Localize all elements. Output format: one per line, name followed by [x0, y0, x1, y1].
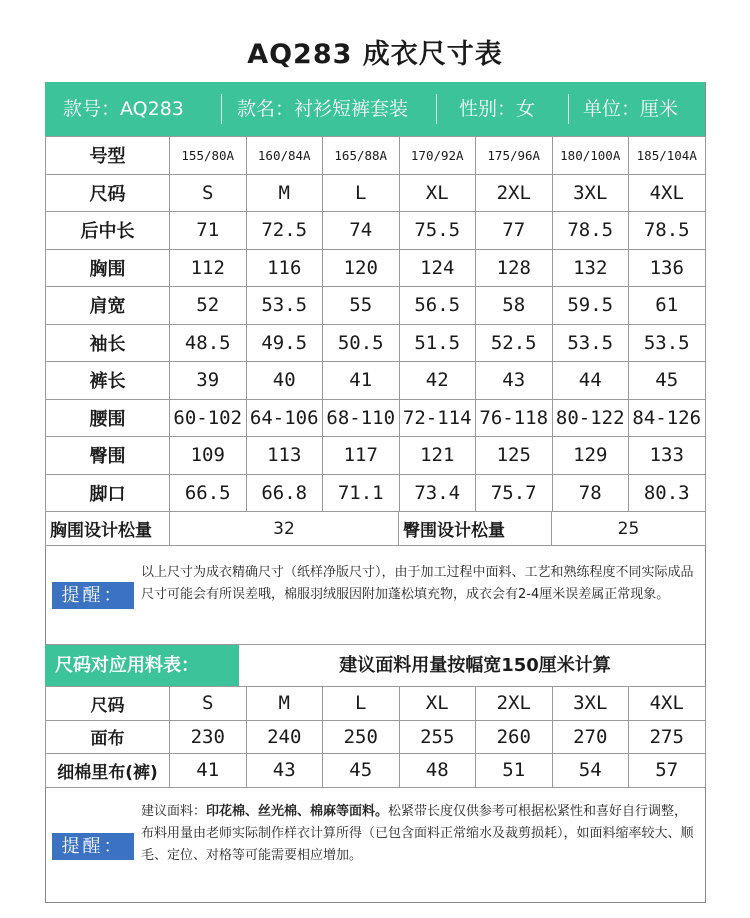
header-divider	[221, 94, 222, 124]
reminder-box-1	[45, 545, 705, 645]
table-cell: L	[323, 687, 400, 721]
reminder-detail: 松紧带长度仅供参考可根据松紧性和喜好自行调整，布料用量由老师实际制作样衣计算所得（已包含面料正常缩水及裁剪损耗），如面料缩率较大、顺毛、定位、对格等可能需要相应增加。	[141, 804, 694, 863]
table-cell: 185/104A	[629, 137, 706, 175]
table-cell: 48	[399, 754, 476, 788]
table-cell: 75.5	[399, 212, 476, 250]
table-cell: 77	[476, 212, 553, 250]
table-cell: 52	[170, 287, 247, 325]
table-cell: 53.5	[552, 324, 629, 362]
fabric-section-note: 建议面料用量按幅宽150厘米计算	[339, 655, 611, 676]
table-cell: 66.8	[246, 474, 323, 512]
table-cell: 51	[476, 754, 553, 788]
table-cell: 78.5	[552, 212, 629, 250]
table-cell: S	[170, 687, 247, 721]
table-cell: 80-122	[552, 399, 629, 437]
table-cell: 51.5	[399, 324, 476, 362]
table-cell: 76-118	[476, 399, 553, 437]
table-cell: 71	[170, 212, 247, 250]
row-header: 号型	[46, 137, 170, 175]
table-cell: 55	[323, 287, 400, 325]
table-cell: 180/100A	[552, 137, 629, 175]
table-cell: 41	[170, 754, 247, 788]
style-name: 款名：衬衫短裤套装	[237, 98, 409, 120]
table-cell: 44	[552, 362, 629, 400]
table-cell: 160/84A	[246, 137, 323, 175]
info-header-bar	[45, 82, 705, 136]
header-divider	[436, 94, 437, 124]
table-row	[46, 174, 706, 212]
table-cell: 129	[552, 437, 629, 475]
table-cell: 124	[399, 249, 476, 287]
table-cell: 42	[399, 362, 476, 400]
table-cell: 3XL	[552, 174, 629, 212]
table-cell: 4XL	[629, 687, 706, 721]
table-cell: 75.7	[476, 474, 553, 512]
table-cell: 45	[323, 754, 400, 788]
table-cell: 112	[170, 249, 247, 287]
table-cell: L	[323, 174, 400, 212]
table-cell: 255	[399, 720, 476, 754]
row-header: 臀围	[46, 437, 170, 475]
table-cell: 41	[323, 362, 400, 400]
fabric-section-bar	[45, 644, 705, 687]
gender: 性别：女	[459, 98, 536, 120]
table-cell: 60-102	[170, 399, 247, 437]
table-cell: 136	[629, 249, 706, 287]
table-cell: 66.5	[170, 474, 247, 512]
suggested-fabric-lead: 建议面料：	[141, 804, 207, 819]
row-header: 尺码	[46, 174, 170, 212]
table-row	[46, 437, 706, 475]
table-cell: XL	[399, 687, 476, 721]
table-cell: 116	[246, 249, 323, 287]
hip-ease-value: 25	[552, 512, 706, 546]
table-cell: 113	[246, 437, 323, 475]
ease-table	[45, 511, 706, 546]
table-cell: S	[170, 174, 247, 212]
table-cell: 2XL	[476, 174, 553, 212]
style-number: 款号：AQ283	[63, 98, 184, 120]
table-cell: 270	[552, 720, 629, 754]
table-cell: 68-110	[323, 399, 400, 437]
table-cell: 155/80A	[170, 137, 247, 175]
table-row	[46, 754, 706, 788]
fabric-table-body	[46, 687, 706, 788]
row-header: 脚口	[46, 474, 170, 512]
table-row	[46, 212, 706, 250]
size-table	[45, 136, 706, 512]
table-cell: 57	[629, 754, 706, 788]
table-cell: 128	[476, 249, 553, 287]
table-row	[46, 249, 706, 287]
page-title: AQ283 成衣尺寸表	[247, 39, 503, 70]
table-cell: M	[246, 174, 323, 212]
table-cell: 72.5	[246, 212, 323, 250]
table-cell: 250	[323, 720, 400, 754]
reminder-text	[141, 801, 697, 867]
table-cell: 71.1	[323, 474, 400, 512]
reminder-badge: 提醒：	[52, 833, 134, 860]
table-cell: 40	[246, 362, 323, 400]
row-header: 面布	[46, 720, 170, 754]
table-cell: 3XL	[552, 687, 629, 721]
table-cell: 49.5	[246, 324, 323, 362]
table-cell: 64-106	[246, 399, 323, 437]
table-cell: 61	[629, 287, 706, 325]
table-cell: 170/92A	[399, 137, 476, 175]
table-row	[46, 137, 706, 175]
table-cell: 59.5	[552, 287, 629, 325]
header-divider	[568, 94, 569, 124]
table-cell: 132	[552, 249, 629, 287]
table-cell: 230	[170, 720, 247, 754]
table-cell: 165/88A	[323, 137, 400, 175]
table-row	[46, 399, 706, 437]
fabric-section-tab: 尺码对应用料表：	[45, 645, 239, 687]
table-cell: 4XL	[629, 174, 706, 212]
table-cell: 48.5	[170, 324, 247, 362]
table-cell: 240	[246, 720, 323, 754]
table-cell: 53.5	[629, 324, 706, 362]
table-cell: 133	[629, 437, 706, 475]
table-cell: 43	[476, 362, 553, 400]
chest-ease-label: 胸围设计松量	[46, 512, 170, 546]
table-cell: 52.5	[476, 324, 553, 362]
table-cell: 54	[552, 754, 629, 788]
reminder-box-2	[45, 787, 705, 901]
table-row	[46, 362, 706, 400]
reminder-badge: 提醒：	[52, 582, 134, 609]
table-cell: 78	[552, 474, 629, 512]
table-cell: 121	[399, 437, 476, 475]
table-cell: 50.5	[323, 324, 400, 362]
table-cell: 84-126	[629, 399, 706, 437]
table-cell: 117	[323, 437, 400, 475]
fabric-table	[45, 686, 706, 788]
row-header: 尺码	[46, 687, 170, 721]
table-cell: 72-114	[399, 399, 476, 437]
table-cell: 73.4	[399, 474, 476, 512]
row-header: 肩宽	[46, 287, 170, 325]
row-header: 细棉里布(裤)	[46, 754, 170, 788]
table-cell: 260	[476, 720, 553, 754]
table-cell: XL	[399, 174, 476, 212]
table-row	[46, 474, 706, 512]
table-cell: 39	[170, 362, 247, 400]
table-cell: M	[246, 687, 323, 721]
table-cell: 58	[476, 287, 553, 325]
table-row	[46, 720, 706, 754]
table-row	[46, 324, 706, 362]
table-cell: 2XL	[476, 687, 553, 721]
table-cell: 43	[246, 754, 323, 788]
suggested-fabrics: 印花棉、丝光棉、棉麻等面料。	[206, 804, 389, 819]
table-cell: 120	[323, 249, 400, 287]
hip-ease-label: 臀围设计松量	[399, 512, 552, 546]
row-header: 袖长	[46, 324, 170, 362]
table-cell: 45	[629, 362, 706, 400]
row-header: 裤长	[46, 362, 170, 400]
table-cell: 74	[323, 212, 400, 250]
table-cell: 80.3	[629, 474, 706, 512]
row-header: 胸围	[46, 249, 170, 287]
table-cell: 78.5	[629, 212, 706, 250]
chest-ease-value: 32	[170, 512, 399, 546]
table-cell: 275	[629, 720, 706, 754]
row-header: 腰围	[46, 399, 170, 437]
table-cell: 56.5	[399, 287, 476, 325]
ease-row	[46, 512, 706, 546]
reminder-text: 以上尺寸为成衣精确尺寸（纸样净版尺寸），由于加工过程中面料、工艺和熟练程度不同实际成品尺寸可能会有所误差哦，棉服羽绒服因附加蓬松填充物，成衣会有2-4厘米误差属正常现象。	[141, 565, 694, 602]
table-cell: 109	[170, 437, 247, 475]
table-cell: 53.5	[246, 287, 323, 325]
row-header: 后中长	[46, 212, 170, 250]
table-row	[46, 687, 706, 721]
table-cell: 175/96A	[476, 137, 553, 175]
unit: 单位：厘米	[583, 98, 679, 120]
table-cell: 125	[476, 437, 553, 475]
size-table-body	[46, 137, 706, 512]
table-row	[46, 287, 706, 325]
